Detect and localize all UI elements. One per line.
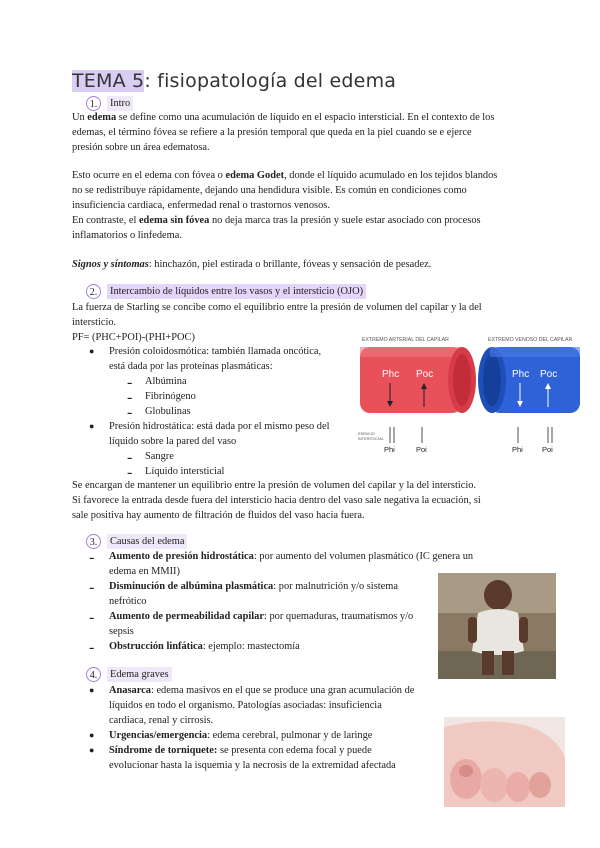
- text: cardiaca, renal y cirrosis.: [109, 715, 214, 726]
- text: insuficiencia cardiaca, enfermedad renal o trastornos venosos.: [72, 200, 330, 211]
- arterial-tube-opening: [453, 354, 471, 406]
- text: sale positiva hay aumento de filtración de fluidos del vaso hacia fuera.: [72, 510, 365, 521]
- bullet-icon: ●: [89, 421, 95, 431]
- label-phc-arterial: Phc: [382, 369, 400, 380]
- term-edema: edema: [87, 112, 117, 123]
- photo-swollen-foot: [444, 717, 565, 807]
- dash-icon: -: [127, 374, 133, 391]
- text: Se encargan de mantener un equilibrio entre la presión de volumen del capilar y la del intersticio.: [72, 480, 477, 491]
- photo-arm: [468, 617, 477, 643]
- dash-icon: -: [89, 549, 95, 566]
- text: : por aumento del volumen plasmático (IC genera un: [253, 551, 474, 562]
- text: : por malnutrición y/o sistema: [273, 581, 398, 592]
- list-item: Fibrinógeno: [145, 391, 196, 402]
- text: : edema masivos en el que se produce una gran acumulación de: [150, 685, 415, 696]
- dash-icon: -: [127, 389, 133, 406]
- venous-tube-opening: [483, 354, 501, 406]
- dash-icon: -: [127, 449, 133, 466]
- section-label: Edema graves: [107, 667, 172, 682]
- section-4-heading: [86, 667, 172, 682]
- text: En contraste, el: [72, 215, 139, 226]
- dash-icon: -: [127, 464, 133, 481]
- severe-item: [109, 743, 396, 773]
- section-label: Intercambio de líquidos entre los vasos y el intersticio (OJO): [107, 284, 366, 299]
- bullet-coloidosmotica: [109, 344, 321, 374]
- text: , donde el líquido acumulado en los tejidos blandos: [284, 170, 498, 181]
- photo-head: [484, 580, 512, 610]
- term-edema-godet: edema Godet: [225, 170, 285, 181]
- dash-icon: -: [89, 579, 95, 596]
- label-phi-arterial: Phi: [384, 445, 395, 454]
- label-poc-venous: Poc: [540, 369, 558, 380]
- section-1-heading: [86, 96, 133, 111]
- photo-shirt: [472, 609, 524, 655]
- cause-title: Disminución de albúmina plasmática: [109, 581, 274, 592]
- bullet-icon: ●: [89, 745, 95, 755]
- text: : hinchazón, piel estirada o brillante, fóveas y sensación de pesadez.: [148, 259, 432, 270]
- list-item: Líquido intersticial: [145, 466, 225, 477]
- severe-title: Anasarca: [109, 685, 151, 696]
- title-rest: : fisiopatología del edema: [144, 70, 397, 92]
- arterial-highlight: [360, 347, 462, 357]
- venous-highlight: [490, 347, 580, 357]
- space-label: ESPACIO: [358, 432, 375, 436]
- severe-title: Urgencias/emergencia: [109, 730, 208, 741]
- text: no se redistribuye rápidamente, dejando una hendidura visible. Es común en condiciones como: [72, 185, 467, 196]
- text: está dada por las proteínas plasmáticas:: [109, 361, 273, 372]
- text: inflamatorios o linfedema.: [72, 230, 182, 241]
- photo-child-edema: [438, 573, 556, 679]
- photo-toe: [480, 768, 508, 802]
- capillary-pressure-figure: [354, 331, 586, 459]
- cause-title: Obstrucción linfática: [109, 641, 203, 652]
- text: nefrótico: [109, 596, 147, 607]
- list-item: Sangre: [145, 451, 174, 462]
- cause-title: Aumento de permeabilidad capilar: [109, 611, 264, 622]
- text: no deja marca tras la presión y suele estar asociado con procesos: [209, 215, 481, 226]
- section-number: 3.: [86, 534, 101, 549]
- text: edema en MMII): [109, 566, 180, 577]
- cause-item: [109, 639, 300, 654]
- severe-item: [109, 728, 372, 743]
- formula: PF= (PHC+POI)-(PHI+POC): [72, 332, 195, 343]
- photo-leg: [482, 651, 494, 675]
- list-item: Albúmina: [145, 376, 187, 387]
- text: líquidos en todo el organismo. Patologías asociadas: insuficiencia: [109, 700, 382, 711]
- text: intersticio.: [72, 317, 117, 328]
- text: Presión hidrostática: está dada por el mismo peso del: [109, 421, 330, 432]
- label-poc-arterial: Poc: [416, 369, 434, 380]
- intro-paragraph-1: [72, 110, 494, 155]
- severe-item: [109, 683, 414, 728]
- text: : por quemaduras, traumatismos y/o: [264, 611, 414, 622]
- space-label: INTERSTICIAL: [358, 437, 384, 441]
- bullet-icon: ●: [89, 346, 95, 356]
- text: La fuerza de Starling se concibe como el equilibrio entre la presión de volumen del capilar y la del: [72, 302, 482, 313]
- section-number: 4.: [86, 667, 101, 682]
- signs-line: [72, 257, 431, 272]
- photo-toe: [506, 772, 530, 802]
- text: sepsis: [109, 626, 134, 637]
- dash-icon: -: [89, 639, 95, 656]
- photo-arm: [519, 617, 528, 643]
- term-edema-sin-fovea: edema sin fóvea: [138, 215, 210, 226]
- cause-item: [109, 609, 413, 639]
- dash-icon: -: [89, 609, 95, 626]
- section-number: 1.: [86, 96, 101, 111]
- starling-conclusion: [72, 478, 481, 523]
- text: se define como una acumulación de líquido en el espacio intersticial. En el contexto de los: [116, 112, 495, 123]
- cause-item: [109, 549, 473, 579]
- section-number: 2.: [86, 284, 101, 299]
- text: evolucionar hasta la isquemia y la necrosis de la extremidad afectada: [109, 760, 396, 771]
- list-item: Globulinas: [145, 406, 191, 417]
- arterial-title: EXTREMO ARTERIAL DEL CAPILAR: [362, 337, 449, 343]
- photo-leg: [502, 651, 514, 675]
- photo-toenail: [459, 765, 473, 777]
- venous-title: EXTREMO VENOSO DEL CAPILAR: [488, 337, 573, 343]
- text: edemas, el término fóvea se refiere a la presión temporal que queda en la piel cuando se e ejerce: [72, 127, 472, 138]
- text: Un: [72, 112, 88, 123]
- page-title: [72, 70, 396, 92]
- section-label: Intro: [107, 96, 133, 111]
- text: Esto ocurre en el edema con fóvea o: [72, 170, 226, 181]
- label-poi-venous: Poi: [542, 445, 553, 454]
- text: : ejemplo: mastectomía: [202, 641, 300, 652]
- text: Si favorece la entrada desde fuera del intersticio hacia dentro del vaso sale negativa la ecuación, si: [72, 495, 481, 506]
- section-3-heading: [86, 534, 187, 549]
- section-2-heading: [86, 284, 366, 299]
- text: Presión coloidosmótica: también llamada oncótica,: [109, 346, 322, 357]
- bullet-icon: ●: [89, 685, 95, 695]
- label-phc-venous: Phc: [512, 369, 530, 380]
- label-phi-venous: Phi: [512, 445, 523, 454]
- bullet-hidrostatica: [109, 419, 329, 449]
- severe-title: Síndrome de torniquete:: [109, 745, 218, 756]
- photo-toe: [529, 772, 551, 798]
- label-poi-arterial: Poi: [416, 445, 427, 454]
- cause-item: [109, 579, 398, 609]
- cause-title: Aumento de presión hidrostática: [109, 551, 254, 562]
- signs-label: Signos y síntomas: [72, 259, 149, 270]
- section-label: Causas del edema: [107, 534, 187, 549]
- bullet-icon: ●: [89, 730, 95, 740]
- text: presión sobre un área edematosa.: [72, 142, 210, 153]
- text: se presenta con edema focal y puede: [217, 745, 372, 756]
- photo-ground: [438, 651, 556, 679]
- title-main: TEMA 5: [72, 70, 145, 92]
- dash-icon: -: [127, 404, 133, 421]
- text: : edema cerebral, pulmonar y de laringe: [207, 730, 373, 741]
- text: líquido sobre la pared del vaso: [109, 436, 237, 447]
- intro-paragraph-2: [72, 168, 497, 243]
